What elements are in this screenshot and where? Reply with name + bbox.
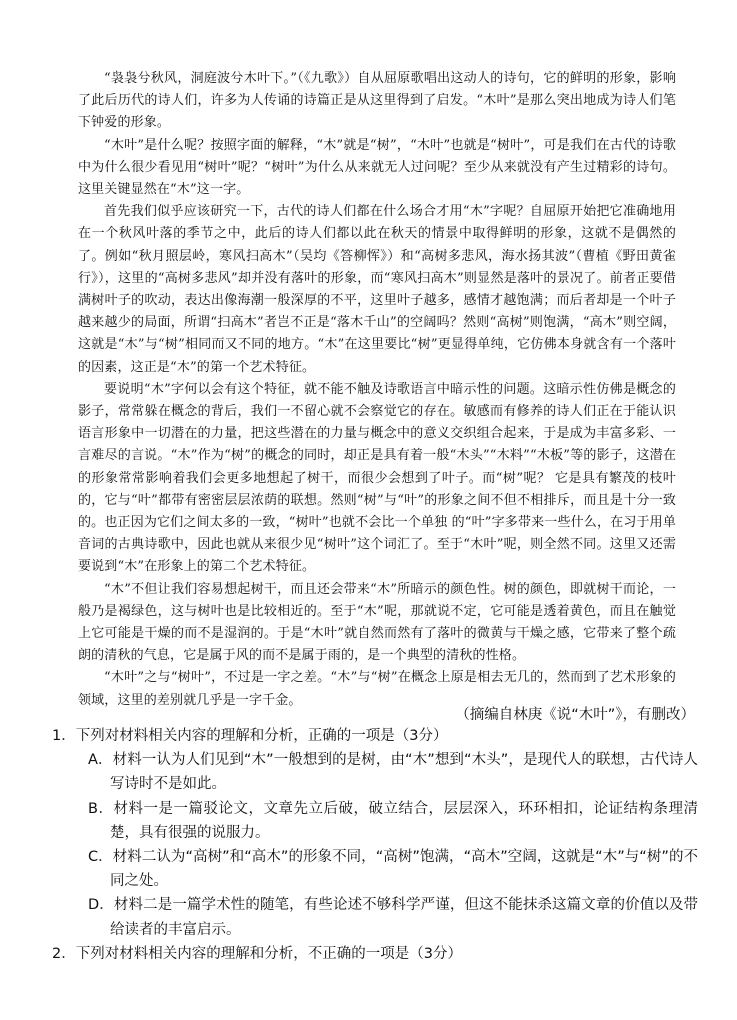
question-text: 下列对材料相关内容的理解和分析，正确的一项是（3分） [75,728,448,744]
option-a [52,748,698,796]
passage-paragraph: “袅袅兮秋风，洞庭波兮木叶下。”（《九歌》）自从屈原歌唱出这动人的诗句，它的鲜明的形象，影响了此后历代的诗人们，许多为人传诵的诗篇正是从这里得到了启发。“木叶”是那么突出地成为诗人们笔下钟爱的形象。 [78,71,676,131]
question-list [52,724,698,966]
source-note: （摘编自林庚《说“木叶”》，有删改） [455,707,695,723]
passage-paragraph: 首先我们似乎应该研究一下，古代的诗人们都在什么场合才用“木”字呢？自屈原开始把它准确地用在一个秋风叶落的季节之中，此后的诗人们都以此在秋天的情景中取得鲜明的形象，这就不是偶然的了。例如“秋月照层岭，寒风扫高木”（吴均《答柳恽》）和“高树多悲风，海水扬其波”（曹植《野田黄雀行》），这里的“高树多悲风”却并没有落叶的形象，而“寒风扫高木”则显然是落叶的景况了。前者正要借满树叶子的吹动，表达出像海潮一般深厚的不平，这里叶子越多，感情才越饱满；而后者却是一个叶子越来越少的局面，所谓“扫高木”者岂不正是“落木千山”的空阔吗？然则“高树”则饱满，“高木”则空阔，这就是“木”与“树”相同而又不同的地方。“木”在这里要比“树”更显得单纯，它仿佛本身就含有一个落叶的因素，这正是“木”的第一个艺术特征。 [78,204,676,375]
option-b [52,797,698,845]
option-text: 材料二是一篇学术性的随笔，有些论述不够科学严谨，但这不能抹杀这篇文章的价值以及带给读者的丰富启示。 [110,897,699,938]
question-2 [52,942,698,966]
option-text: 材料二认为“高树”和“高木”的形象不同，“高树”饱满，“高木”空阔，这就是“木”与“树”的不同之处。 [110,849,699,890]
passage-paragraph: “木叶”是什么呢？按照字面的解释，“木”就是“树”，“木叶”也就是“树叶”，可是我们在古代的诗歌中为什么很少看见用“树叶”呢？“树叶”为什么从来就无人过问呢？至少从来就没有产生过精彩的诗句。这里关键显然在“木”这一字。 [78,137,676,198]
option-c [52,845,698,893]
question-1 [52,724,698,942]
reading-passage [78,68,676,712]
question-number: 2． [52,945,76,962]
option-letter: B． [88,800,114,817]
question-stem [52,724,698,748]
question-stem [52,942,698,966]
option-d [52,893,698,941]
passage-paragraph: “木叶”之与“树叶”，不过是一字之差。“木”与“树”在概念上原是相去无几的，然而到了艺术形象的领域，这里的差别就几乎是一字千金。 [78,670,676,708]
question-text: 下列对材料相关内容的理解和分析，不正确的一项是（3分） [75,945,462,962]
passage-paragraph: 要说明“木”字何以会有这个特征，就不能不触及诗歌语言中暗示性的问题。这暗示性仿佛是概念的影子，常常躲在概念的背后，我们一不留心就不会察觉它的存在。敏感而有修养的诗人们正在于能认识语言形象中一切潜在的力量，把这些潜在的力量与概念中的意义交织组合起来，于是成为丰富多彩、一言难尽的言说。“木”作为“树”的概念的同时，却正是具有着一般“木头”“木料”“木板”等的影子，这潜在的形象常常影响着我们会更多地想起了树干，而很少会想到了叶子。而“树”呢？ 它是具有繁茂的枝叶的，它与“叶”都带有密密层层浓荫的联想。然则“树”与“叶”的形象之间不但不相排斥，而且是十分一致的。也正因为它们之间太多的一致，“树叶”也就不会比一个单独 的“叶”字多带来一些什么，在习于用单音词的古典诗歌中，因此也就从来很少见“树叶”这个词汇了。至于“木叶”呢，则全然不同。这里又还需要说到“木”在形象上的第二个艺术特征。 [78,381,676,575]
passage-paragraph: “木”不但让我们容易想起树干，而且还会带来“木”所暗示的颜色性。树的颜色，即就树干而论，一般乃是褐绿色，这与树叶也是比较相近的。至于“木”呢，那就说不定，它可能是透着黄色，而且在触觉上它可能是干燥的而不是湿润的。于是“木叶”就自然而然有了落叶的微黄与干燥之感，它带来了整个疏朗的清秋的气息，它是属于风的而不是属于雨的，是一个典型的清秋的性格。 [78,581,676,664]
option-letter: A． [88,752,113,769]
option-letter: D． [88,897,114,914]
question-number: 1． [52,728,76,744]
option-text: 材料一认为人们见到“木”一般想到的是树，由“木”想到“木头”，是现代人的联想，古代诗人写诗时不是如此。 [110,752,698,793]
option-letter: C． [88,849,113,866]
option-text: 材料一是一篇驳论文，文章先立后破，破立结合，层层深入，环环相扣，论证结构条理清楚，具有很强的说服力。 [110,800,698,841]
